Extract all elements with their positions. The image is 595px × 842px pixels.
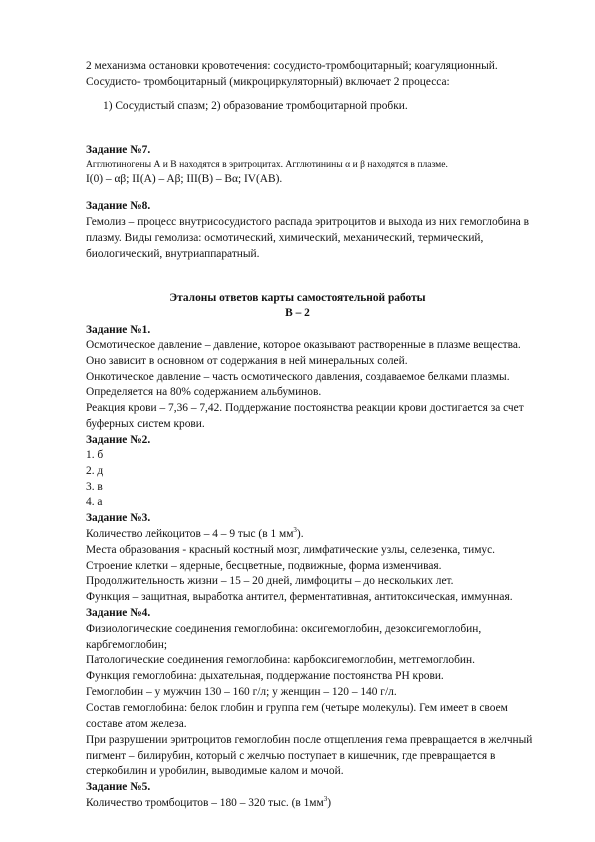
task8-line-3: биологический, внутриаппаратный. — [86, 248, 260, 260]
superscript-3: 3 — [293, 526, 297, 535]
task2-answer: 2. д — [86, 465, 104, 477]
task3-line-1 — [86, 526, 304, 542]
task1-line-1: Осмотическое давление – давление, которое оказывают растворенные в плазме вещества. — [86, 339, 521, 351]
task1-line-5: Реакция крови – 7,36 – 7,42. Поддержание постоянства реакции крови достигается за счет — [86, 402, 524, 414]
task4-line-7: составе атом железа. — [86, 718, 187, 730]
task3-line-3: Строение клетки – ядерные, бесцветные, подвижные, форма изменчивая. — [86, 560, 442, 572]
task3-line-2: Места образования - красный костный мозг, лимфатические узлы, селезенка, тимус. — [86, 544, 496, 556]
task4-line-2: карбгемоглобин; — [86, 639, 168, 651]
task1-line-3: Онкотическое давление – часть осмотического давления, создаваемое белками плазмы. — [86, 371, 510, 383]
task5-line-1 — [86, 795, 331, 811]
task7-heading: Задание №7. — [86, 144, 151, 156]
task4-heading: Задание №4. — [86, 607, 151, 619]
task8-heading: Задание №8. — [86, 200, 151, 212]
task4-line-5: Гемоглобин – у мужчин 130 – 160 г/л; у женщин – 120 – 140 г/л. — [86, 686, 397, 698]
section-variant: В – 2 — [285, 307, 310, 319]
task4-line-3: Патологические соединения гемоглобина: карбоксигемоглобин, метгемоглобин. — [86, 654, 475, 666]
task2-heading: Задание №2. — [86, 434, 151, 446]
intro-line-1: 2 механизма остановки кровотечения: сосудисто-тромбоцитарный; коагуляционный. — [86, 60, 498, 72]
task5-line-1-end: ) — [327, 797, 331, 809]
task1-heading: Задание №1. — [86, 324, 151, 336]
section-title: Эталоны ответов карты самостоятельной работы — [169, 292, 426, 304]
task1-line-4: Определяется на 80% содержанием альбуминов. — [86, 386, 322, 398]
task3-line-1-end: ). — [296, 528, 304, 540]
task5-line-1-text: Количество тромбоцитов – 180 – 320 тыс. (в 1мм — [86, 797, 324, 809]
task2-answer: 3. в — [86, 481, 103, 493]
task2-answer: 1. б — [86, 449, 104, 461]
task1-line-2: Оно зависит в основном от содержания в ней минеральных солей. — [86, 355, 408, 367]
task7-groups: I(0) – αβ; II(A) – Aβ; III(B) – Bα; IV(AB). — [86, 173, 283, 185]
intro-line-2: Сосудисто- тромбоцитарный (микроциркуляторный) включает 2 процесса: — [86, 76, 450, 88]
task3-line-5: Функция – защитная, выработка антител, ферментативная, антитоксическая, иммунная. — [86, 591, 513, 603]
task2-answer: 4. а — [86, 496, 103, 508]
task3-line-4: Продолжительность жизни – 15 – 20 дней, лимфоциты – до нескольких лет. — [86, 575, 454, 587]
task4-line-1: Физиологические соединения гемоглобина: оксигемоглобин, дезоксигемоглобин, — [86, 623, 482, 635]
task4-line-6: Состав гемоглобина: белок глобин и группа гем (четыре молекулы). Гем имеет в своем — [86, 702, 508, 714]
task3-heading: Задание №3. — [86, 512, 151, 524]
task1-line-6: буферных систем крови. — [86, 418, 205, 430]
task8-line-1: Гемолиз – процесс внутрисосудистого распада эритроцитов и выхода из них гемоглобина в — [86, 216, 529, 228]
task3-line-1-text: Количество лейкоцитов – 4 – 9 тыс (в 1 мм — [86, 528, 294, 540]
task7-text: Агглютиногены А и В находятся в эритроцитах. Агглютинины α и β находятся в плазме. — [86, 159, 448, 170]
task4-line-10: стеркобилин и уробилин, выводимые калом и мочой. — [86, 765, 344, 777]
intro-list-item: 1) Сосудистый спазм; 2) образование тромбоцитарной пробки. — [103, 100, 408, 112]
task5-heading: Задание №5. — [86, 781, 151, 793]
task4-line-4: Функция гемоглобина: дыхательная, поддержание постоянства РН крови. — [86, 670, 444, 682]
task4-line-9: пигмент – билирубин, который с желчью поступает в кишечник, где превращается в — [86, 750, 496, 762]
task8-line-2: плазму. Виды гемолиза: осмотический, химический, механический, термический, — [86, 232, 484, 244]
task4-line-8: При разрушении эритроцитов гемоглобин после отщепления гема превращается в желчный — [86, 734, 533, 746]
superscript-3: 3 — [323, 795, 328, 804]
